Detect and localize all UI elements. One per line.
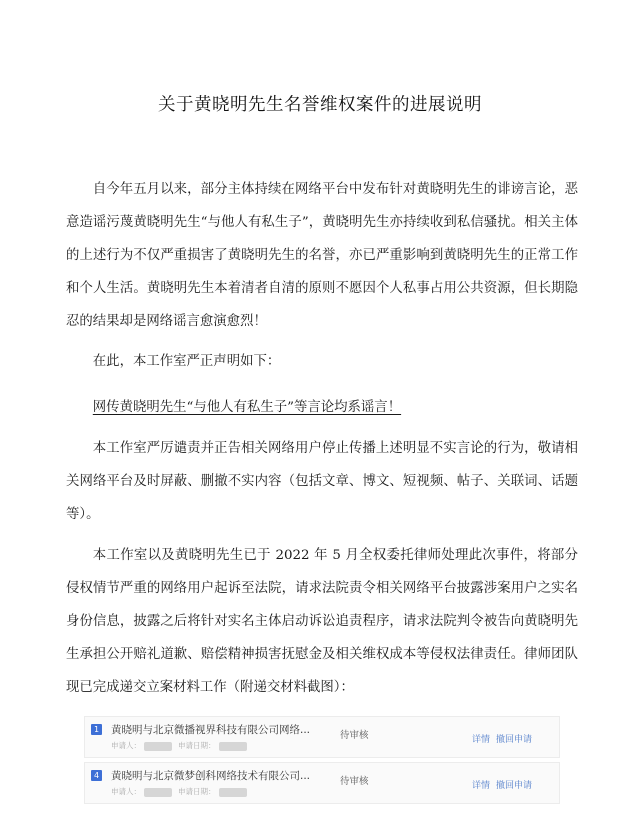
withdraw-link[interactable]: 撤回申请: [496, 781, 533, 791]
details-link[interactable]: 详情: [472, 735, 491, 745]
paragraph-warning: 本工作室严厉谴责并正告相关网络用户停止传播上述明显不实言论的行为，敬请相关网络平台及时屏蔽、删撤不实内容（包括文章、博文、短视频、帖子、关联词、话题等）。: [66, 441, 578, 522]
blurred-applicant: [144, 788, 172, 797]
record-status: 待审核: [340, 776, 369, 787]
applicant-label: 申请人：: [111, 741, 141, 750]
blurred-date: [219, 742, 247, 751]
paragraph-background: 自今年五月以来，部分主体持续在网络平台中发布针对黄晓明先生的诽谤言论，恶意造谣污蔑黄晓明先生“与他人有私生子”，黄晓明先生亦持续收到私信骚扰。相关主体的上述行为不仅严重损害了黄晓明先生的名誉，亦已严重影响到黄晓明先生的正常工作和个人生活。黄晓明先生本着清者自清的原则不愿因个人私事占用公共资源，但长期隐忍的结果却是网络谣言愈演愈烈！: [66, 182, 578, 329]
document-title: 关于黄晓明先生名誉维权案件的进展说明: [158, 95, 482, 115]
paragraph-rumor-statement: 网传黄晓明先生“与他人有私生子”等言论均系谣言！: [92, 400, 402, 415]
date-label: 申请日期：: [178, 741, 216, 750]
case-record: [84, 762, 560, 804]
record-case-name[interactable]: 黄晓明与北京微梦创科网络技术有限公司...: [111, 770, 311, 782]
blurred-applicant: [144, 742, 172, 751]
blurred-date: [219, 788, 247, 797]
paragraph-declaration-intro: 在此，本工作室严正声明如下：: [92, 354, 281, 369]
details-link[interactable]: 详情: [472, 781, 491, 791]
record-status: 待审核: [340, 730, 369, 741]
record-index: 4: [91, 770, 102, 781]
record-index: 1: [91, 724, 102, 735]
date-label: 申请日期：: [178, 787, 216, 796]
applicant-label: 申请人：: [111, 787, 141, 796]
record-case-name[interactable]: 黄晓明与北京微播视界科技有限公司网络...: [111, 724, 311, 736]
paragraph-legal-action: 本工作室以及黄晓明先生已于 2022 年 5 月全权委托律师处理此次事件，将部分侵权情节严重的网络用户起诉至法院，请求法院责令相关网络平台披露涉案用户之实名身份信息，披露之后将针对实名主体启动诉讼追责程序，请求法院判令被告向黄晓明先生承担公开赔礼道歉、赔偿精神损害抚慰金及相关维权成本等侵权法律责任。律师团队现已完成递交立案材料工作（附递交材料截图）：: [66, 548, 578, 695]
record-meta: [111, 786, 253, 797]
case-record: [84, 716, 560, 758]
withdraw-link[interactable]: 撤回申请: [496, 735, 533, 745]
record-meta: [111, 740, 253, 751]
